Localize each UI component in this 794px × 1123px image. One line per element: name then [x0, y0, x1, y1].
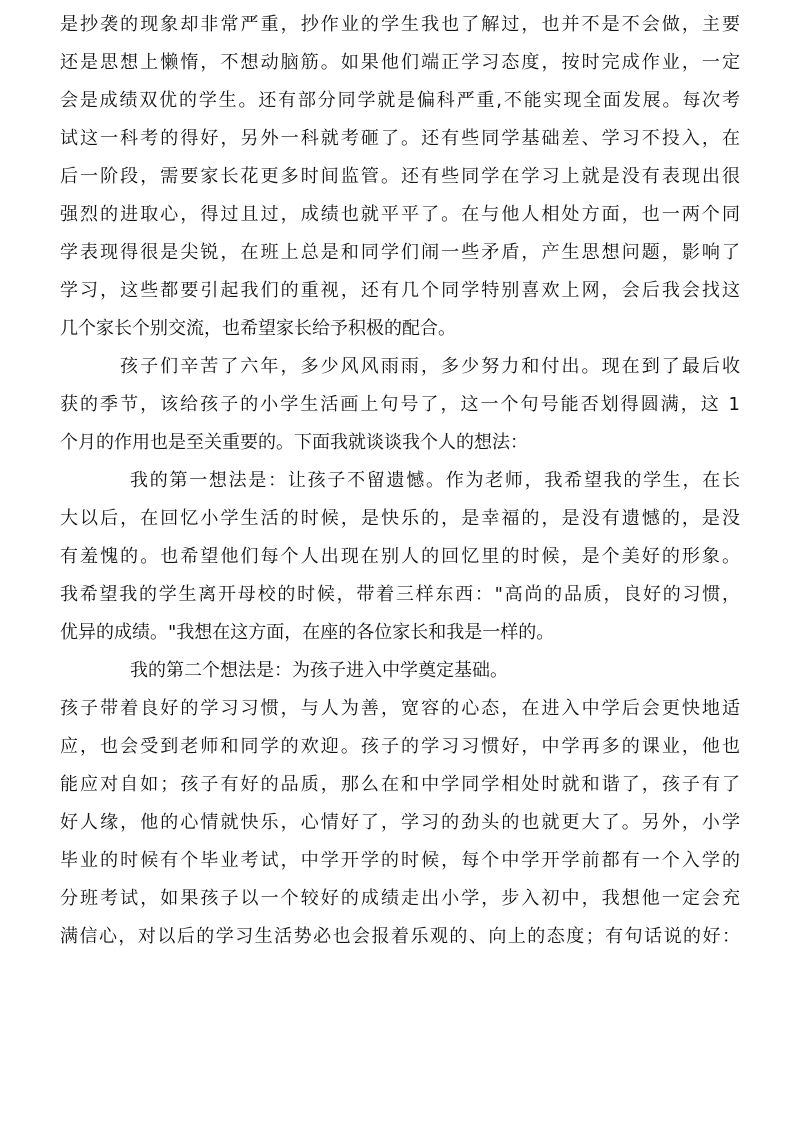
text-line: 能应对自如；孩子有好的品质，那么在和中学同学相处时就和谐了，孩子有了 — [60, 774, 740, 795]
text-line: 试这一科考的得好，另外一科就考砸了。还有些同学基础差、学习不投入，在 — [60, 128, 740, 149]
text-line: 毕业的时候有个毕业考试，中学开学的时候，每个中学开学前都有一个入学的 — [60, 850, 740, 871]
text-line: 几个家长个别交流，也希望家长给予积极的配合。 — [60, 318, 456, 339]
text-line: 个月的作用也是至关重要的。下面我就谈谈我个人的想法： — [60, 432, 528, 453]
text-line: 是抄袭的现象却非常严重，抄作业的学生我也了解过，也并不是不会做，主要 — [60, 14, 740, 35]
text-line: 应，也会受到老师和同学的欢迎。孩子的学习习惯好，中学再多的课业，他也 — [60, 736, 740, 757]
text-line: 后一阶段，需要家长花更多时间监管。还有些同学在学习上就是没有表现出很 — [60, 166, 740, 187]
text-line: 学习，这些都要引起我们的重视，还有几个同学特别喜欢上网，会后我会找这 — [60, 280, 740, 301]
text-line: 强烈的进取心，得过且过，成绩也就平平了。在与他人相处方面，也一两个同 — [60, 204, 740, 225]
text-line: 优异的成绩。"我想在这方面，在座的各位家长和我是一样的。 — [60, 622, 555, 643]
text-line: 还是思想上懒惰，不想动脑筋。如果他们端正学习态度，按时完成作业，一定 — [60, 52, 740, 73]
text-line: 分班考试，如果孩子以一个较好的成绩走出小学，步入初中，我想他一定会充 — [60, 888, 740, 909]
text-line: 会是成绩双优的学生。还有部分同学就是偏科严重,不能实现全面发展。每次考 — [60, 90, 740, 111]
text-line: 获的季节，该给孩子的小学生活画上句号了，这一个句号能否划得圆满，这 1 — [60, 394, 740, 415]
text-line: 有羞愧的。也希望他们每个人出现在别人的回忆里的时候，是个美好的形象。 — [60, 546, 740, 567]
text-line: 我希望我的学生离开母校的时候，带着三样东西："高尚的品质，良好的习惯， — [60, 584, 740, 605]
text-line: 孩子带着良好的学习习惯，与人为善，宽容的心态，在进入中学后会更快地适 — [60, 698, 740, 719]
text-line: 满信心，对以后的学习生活势必也会报着乐观的、向上的态度；有句话说的好： — [60, 926, 740, 947]
text-line: 大以后，在回忆小学生活的时候，是快乐的，是幸福的，是没有遗憾的，是没 — [60, 508, 740, 529]
text-line: 学表现得很是尖锐，在班上总是和同学们闹一些矛盾，产生思想问题，影响了 — [60, 242, 740, 263]
paragraph-first-line: 孩子们辛苦了六年，多少风风雨雨，多少努力和付出。现在到了最后收 — [120, 356, 740, 377]
paragraph-first-line: 我的第二个想法是：为孩子进入中学奠定基础。 — [130, 660, 508, 681]
text-line: 好人缘，他的心情就快乐，心情好了，学习的劲头的也就更大了。另外，小学 — [60, 812, 740, 833]
paragraph-first-line: 我的第一想法是：让孩子不留遗憾。作为老师，我希望我的学生，在长 — [130, 470, 740, 491]
document-page — [60, 6, 740, 956]
